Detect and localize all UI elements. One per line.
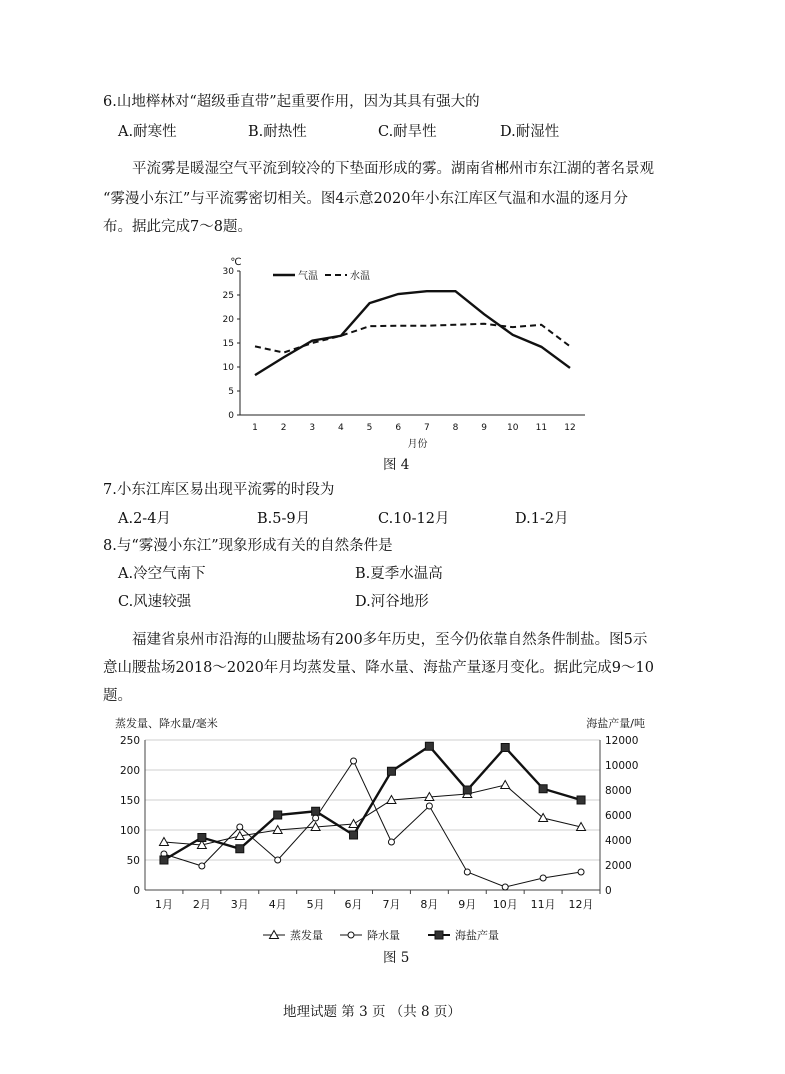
legend-label-precipitation: 降水量 <box>367 929 400 942</box>
right-tick-label: 10000 <box>605 760 639 772</box>
right-tick-label: 6000 <box>605 810 632 822</box>
x-tick-label: 1 <box>252 423 258 433</box>
x-tick-label: 6月 <box>344 898 363 911</box>
point-precipitation <box>237 824 243 830</box>
q6-option-a: A.耐寒性 <box>118 124 177 140</box>
point-sea-salt <box>312 807 320 815</box>
x-tick-label: 7 <box>423 423 430 433</box>
x-tick-label: 2月 <box>192 898 211 911</box>
left-tick-label: 200 <box>119 765 140 777</box>
x-tick-label: 4月 <box>268 898 287 911</box>
figure-5-chart <box>110 710 650 950</box>
y-tick-label: 25 <box>222 291 234 301</box>
series-line-air-temp <box>255 291 570 375</box>
q7-option-a: A.2-4月 <box>118 511 171 527</box>
point-precipitation <box>540 875 546 881</box>
point-evaporation <box>349 820 358 828</box>
x-tick-label: 12月 <box>568 898 594 911</box>
y-tick-label: 30 <box>222 267 234 277</box>
q7-option-b: B.5-9月 <box>257 511 311 527</box>
left-axis-label: 蒸发量、降水量/毫米 <box>115 717 218 730</box>
passage2-line-3: 题。 <box>103 688 132 704</box>
right-tick-label: 4000 <box>605 835 632 847</box>
point-sea-salt <box>387 767 395 775</box>
x-tick-label: 11 <box>535 423 548 433</box>
legend-label-evaporation: 蒸发量 <box>290 929 323 942</box>
point-sea-salt <box>425 742 433 750</box>
q6-option-d: D.耐湿性 <box>500 124 560 140</box>
passage1-line-1: 平流雾是暖湿空气平流到较冷的下垫面形成的雾。湖南省郴州市东江湖的著名景观 <box>132 161 654 177</box>
x-tick-label: 11月 <box>530 898 556 911</box>
passage1-line-2: “雾漫小东江”与平流雾密切相关。图4示意2020年小东江库区气温和水温的逐月分 <box>103 191 628 207</box>
point-sea-salt <box>577 796 585 804</box>
x-tick-label: 3 <box>309 423 316 433</box>
left-tick-label: 150 <box>119 795 140 807</box>
right-tick-label: 0 <box>605 885 612 897</box>
point-sea-salt <box>160 856 168 864</box>
x-tick-label: 6 <box>395 423 402 433</box>
legend-marker-precipitation <box>348 932 354 938</box>
point-sea-salt <box>501 744 509 752</box>
point-sea-salt <box>198 834 206 842</box>
left-tick-label: 250 <box>119 735 140 747</box>
passage2-line-1: 福建省泉州市沿海的山腰盐场有200多年历史，至今仍依靠自然条件制盐。图5示 <box>132 632 648 648</box>
point-sea-salt <box>236 845 244 853</box>
x-axis-label: 月份 <box>407 439 428 450</box>
x-tick-label: 10月 <box>492 898 518 911</box>
q7-stem: 7.小东江库区易出现平流雾的时段为 <box>103 482 335 498</box>
point-sea-salt <box>539 785 547 793</box>
point-evaporation <box>159 838 168 846</box>
passage1-line-3: 布。据此完成7～8题。 <box>103 219 252 235</box>
point-precipitation <box>199 863 205 869</box>
q6-stem: 6.山地榉林对“超级垂直带”起重要作用，因为其具有强大的 <box>103 94 480 110</box>
x-tick-label: 1月 <box>154 898 173 911</box>
figure-4-caption: 图 4 <box>383 457 410 473</box>
figure-4-chart <box>200 250 600 450</box>
y-tick-label: 5 <box>228 387 234 397</box>
x-tick-label: 12 <box>564 423 576 433</box>
point-sea-salt <box>463 786 471 794</box>
q7-option-d: D.1-2月 <box>515 511 569 527</box>
right-axis-label: 海盐产量/吨 <box>586 717 645 730</box>
point-evaporation <box>501 781 510 789</box>
legend-label-sea-salt: 海盐产量 <box>455 929 499 942</box>
point-precipitation <box>426 803 432 809</box>
x-tick-label: 4 <box>338 423 344 433</box>
legend-label-air-temp: 气温 <box>298 271 318 282</box>
x-tick-label: 5 <box>366 423 373 433</box>
y-tick-label: 10 <box>222 363 234 373</box>
y-tick-label: 20 <box>222 315 234 325</box>
x-tick-label: 2 <box>280 423 287 433</box>
legend-label-water-temp: 水温 <box>350 271 370 282</box>
right-tick-label: 2000 <box>605 860 632 872</box>
figure-5-caption: 图 5 <box>383 950 410 966</box>
x-tick-label: 10 <box>507 423 519 433</box>
point-precipitation <box>275 857 281 863</box>
x-tick-label: 8月 <box>420 898 439 911</box>
left-tick-label: 50 <box>126 855 140 867</box>
y-tick-label: 0 <box>228 411 234 421</box>
q8-option-d: D.河谷地形 <box>355 594 429 610</box>
left-tick-label: 0 <box>133 885 140 897</box>
legend-marker-sea-salt <box>435 931 443 939</box>
right-tick-label: 12000 <box>605 735 639 747</box>
point-precipitation <box>578 869 584 875</box>
x-tick-label: 7月 <box>382 898 401 911</box>
q6-option-b: B.耐热性 <box>248 124 307 140</box>
right-tick-label: 8000 <box>605 785 632 797</box>
left-tick-label: 100 <box>119 825 140 837</box>
point-precipitation <box>351 758 357 764</box>
q8-option-c: C.风速较强 <box>118 594 192 610</box>
q8-option-a: A.冷空气南下 <box>118 566 206 582</box>
point-sea-salt <box>274 811 282 819</box>
point-precipitation <box>464 869 470 875</box>
point-precipitation <box>502 884 508 890</box>
x-tick-label: 3月 <box>230 898 249 911</box>
page-footer: 地理试题 第 3 页 （共 8 页） <box>283 1004 461 1020</box>
point-precipitation <box>388 839 394 845</box>
x-tick-label: 5月 <box>306 898 325 911</box>
q8-stem: 8.与“雾漫小东江”现象形成有关的自然条件是 <box>103 538 393 554</box>
x-tick-label: 8 <box>452 423 459 433</box>
x-tick-label: 9月 <box>458 898 477 911</box>
q8-option-b: B.夏季水温高 <box>355 566 443 582</box>
x-tick-label: 9 <box>481 423 487 433</box>
point-sea-salt <box>350 831 358 839</box>
y-axis-unit: ℃ <box>230 257 242 268</box>
point-precipitation <box>313 815 319 821</box>
passage2-line-2: 意山腰盐场2018～2020年月均蒸发量、降水量、海盐产量逐月变化。据此完成9～10 <box>103 660 654 676</box>
series-line-sea-salt <box>164 746 581 860</box>
series-line-precipitation <box>164 761 581 887</box>
y-tick-label: 15 <box>222 339 234 349</box>
q7-option-c: C.10-12月 <box>378 511 450 527</box>
series-line-evaporation <box>164 785 581 845</box>
q6-option-c: C.耐旱性 <box>378 124 437 140</box>
